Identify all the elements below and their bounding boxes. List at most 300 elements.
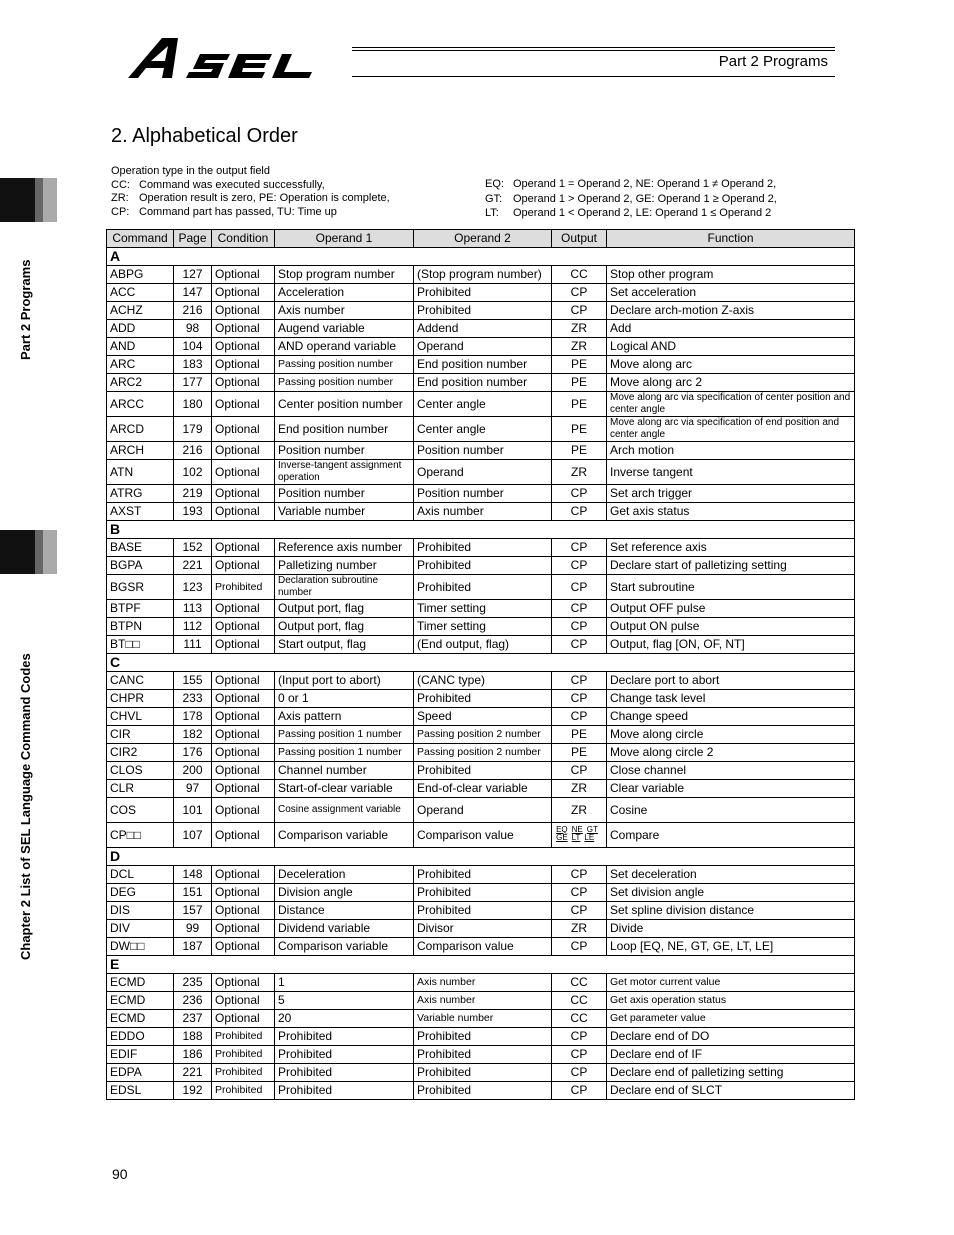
table-cell: Prohibited bbox=[414, 884, 552, 902]
table-cell: Output ON pulse bbox=[607, 618, 855, 636]
table-cell: Center angle bbox=[414, 417, 552, 442]
table-cell: Prohibited bbox=[212, 1082, 275, 1100]
table-row bbox=[107, 902, 855, 920]
table-row bbox=[107, 374, 855, 392]
table-cell: ECMD bbox=[107, 1010, 174, 1028]
table-cell: Operand bbox=[414, 338, 552, 356]
table-cell: Dividend variable bbox=[275, 920, 414, 938]
table-cell: Center position number bbox=[275, 392, 414, 417]
table-cell: CHVL bbox=[107, 708, 174, 726]
table-cell: CP bbox=[552, 938, 607, 956]
table-cell: ZR bbox=[552, 320, 607, 338]
table-cell: 237 bbox=[174, 1010, 212, 1028]
table-cell: CP bbox=[552, 636, 607, 654]
table-row bbox=[107, 392, 855, 417]
table-cell: Set spline division distance bbox=[607, 902, 855, 920]
table-cell: 233 bbox=[174, 690, 212, 708]
table-cell: 236 bbox=[174, 992, 212, 1010]
table-cell: Passing position number bbox=[275, 374, 414, 392]
table-cell: CP bbox=[552, 902, 607, 920]
table-cell: Close channel bbox=[607, 762, 855, 780]
table-cell: CP bbox=[552, 708, 607, 726]
table-cell: DW□□ bbox=[107, 938, 174, 956]
table-cell: Distance bbox=[275, 902, 414, 920]
table-cell: 186 bbox=[174, 1046, 212, 1064]
table-cell: Optional bbox=[212, 539, 275, 557]
table-cell: ECMD bbox=[107, 992, 174, 1010]
table-cell: Axis number bbox=[414, 503, 552, 521]
col-header: Function bbox=[607, 230, 855, 248]
table-cell: Optional bbox=[212, 762, 275, 780]
table-cell: Axis number bbox=[275, 302, 414, 320]
table-cell: Inverse-tangent assignment operation bbox=[275, 460, 414, 485]
table-cell: CP bbox=[552, 539, 607, 557]
table-cell: CLR bbox=[107, 780, 174, 798]
table-row bbox=[107, 992, 855, 1010]
table-cell: Optional bbox=[212, 302, 275, 320]
table-cell: Optional bbox=[212, 557, 275, 575]
table-cell: Optional bbox=[212, 780, 275, 798]
table-cell: PE bbox=[552, 442, 607, 460]
table-cell: ZR bbox=[552, 798, 607, 823]
table-cell: Comparison variable bbox=[275, 823, 414, 848]
table-cell: Variable number bbox=[275, 503, 414, 521]
table-row bbox=[107, 575, 855, 600]
sidebar-text-upper: Part 2 Programs bbox=[18, 259, 33, 360]
section-row bbox=[107, 848, 855, 866]
table-cell: Declare end of palletizing setting bbox=[607, 1064, 855, 1082]
legend-right: EQ: Operand 1 = Operand 2, NE: Operand 1 ≠ Operand 2, GT: Operand 1 > Operand 2, GE: Operand 1 ≥ Operand 2, LT: Operand 1 < Operand 2, LE: Operand 1 ≤ Operand 2 bbox=[485, 178, 777, 219]
table-cell: Start-of-clear variable bbox=[275, 780, 414, 798]
table-cell: Change speed bbox=[607, 708, 855, 726]
table-cell: ACC bbox=[107, 284, 174, 302]
table-cell: PE bbox=[552, 744, 607, 762]
table-cell: 200 bbox=[174, 762, 212, 780]
table-cell: 193 bbox=[174, 503, 212, 521]
table-cell: Speed bbox=[414, 708, 552, 726]
section-letter: C bbox=[107, 654, 855, 672]
table-row bbox=[107, 938, 855, 956]
table-cell: CP bbox=[552, 575, 607, 600]
table-cell: Set deceleration bbox=[607, 866, 855, 884]
section-row bbox=[107, 248, 855, 266]
col-header: Operand 2 bbox=[414, 230, 552, 248]
col-header: Condition bbox=[212, 230, 275, 248]
table-cell: Optional bbox=[212, 708, 275, 726]
table-cell: 99 bbox=[174, 920, 212, 938]
table-cell: Cosine bbox=[607, 798, 855, 823]
table-cell: Acceleration bbox=[275, 284, 414, 302]
sidebar-tab-lower bbox=[0, 530, 57, 574]
table-cell: BGSR bbox=[107, 575, 174, 600]
table-cell: CP bbox=[552, 672, 607, 690]
table-cell: Comparison value bbox=[414, 823, 552, 848]
table-row bbox=[107, 503, 855, 521]
table-cell: Optional bbox=[212, 866, 275, 884]
table-cell: Get motor current value bbox=[607, 974, 855, 992]
table-cell: Optional bbox=[212, 600, 275, 618]
part-label: Part 2 Programs bbox=[718, 53, 828, 70]
table-cell: Logical AND bbox=[607, 338, 855, 356]
table-cell: 176 bbox=[174, 744, 212, 762]
table-cell: BTPF bbox=[107, 600, 174, 618]
table-cell: Prohibited bbox=[414, 284, 552, 302]
table-cell: Optional bbox=[212, 744, 275, 762]
col-header: Page bbox=[174, 230, 212, 248]
table-cell: Optional bbox=[212, 417, 275, 442]
table-cell: Augend variable bbox=[275, 320, 414, 338]
table-cell: Axis number bbox=[414, 974, 552, 992]
table-cell: Optional bbox=[212, 902, 275, 920]
table-cell: CIR2 bbox=[107, 744, 174, 762]
table-cell: Optional bbox=[212, 266, 275, 284]
table-cell: Prohibited bbox=[275, 1028, 414, 1046]
table-cell: 0 or 1 bbox=[275, 690, 414, 708]
table-cell: CP bbox=[552, 618, 607, 636]
table-cell: Channel number bbox=[275, 762, 414, 780]
table-cell: Prohibited bbox=[414, 866, 552, 884]
table-cell: 127 bbox=[174, 266, 212, 284]
table-cell: 5 bbox=[275, 992, 414, 1010]
table-cell: ADD bbox=[107, 320, 174, 338]
table-cell: Prohibited bbox=[275, 1046, 414, 1064]
table-cell: Move along arc bbox=[607, 356, 855, 374]
table-cell: CHPR bbox=[107, 690, 174, 708]
table-cell: Optional bbox=[212, 460, 275, 485]
table-cell: 235 bbox=[174, 974, 212, 992]
table-cell: 111 bbox=[174, 636, 212, 654]
page-title: 2. Alphabetical Order bbox=[111, 125, 298, 147]
table-cell: Prohibited bbox=[414, 575, 552, 600]
table-row bbox=[107, 338, 855, 356]
table-cell: Division angle bbox=[275, 884, 414, 902]
table-row bbox=[107, 539, 855, 557]
table-cell: End position number bbox=[414, 356, 552, 374]
table-cell: 216 bbox=[174, 302, 212, 320]
table-row bbox=[107, 460, 855, 485]
table-cell: Deceleration bbox=[275, 866, 414, 884]
table-cell: Optional bbox=[212, 503, 275, 521]
table-cell: Optional bbox=[212, 284, 275, 302]
table-cell: PE bbox=[552, 726, 607, 744]
table-cell: Comparison value bbox=[414, 938, 552, 956]
col-header: Operand 1 bbox=[275, 230, 414, 248]
table-cell: Declare end of DO bbox=[607, 1028, 855, 1046]
table-cell: CP bbox=[552, 302, 607, 320]
table-row bbox=[107, 284, 855, 302]
table-cell: CP bbox=[552, 1064, 607, 1082]
table-cell: 102 bbox=[174, 460, 212, 485]
section-row bbox=[107, 654, 855, 672]
table-cell: Optional bbox=[212, 974, 275, 992]
table-cell: 192 bbox=[174, 1082, 212, 1100]
table-cell: Stop other program bbox=[607, 266, 855, 284]
table-cell: 152 bbox=[174, 539, 212, 557]
table-cell: Optional bbox=[212, 442, 275, 460]
table-cell: EDSL bbox=[107, 1082, 174, 1100]
table-row bbox=[107, 762, 855, 780]
table-cell: EDIF bbox=[107, 1046, 174, 1064]
table-cell: Set reference axis bbox=[607, 539, 855, 557]
table-cell: Clear variable bbox=[607, 780, 855, 798]
table-cell: Declare end of IF bbox=[607, 1046, 855, 1064]
table-row bbox=[107, 726, 855, 744]
page-number: 90 bbox=[112, 1166, 128, 1182]
table-cell: COS bbox=[107, 798, 174, 823]
table-cell: Optional bbox=[212, 823, 275, 848]
table-cell: CC bbox=[552, 1010, 607, 1028]
table-row bbox=[107, 884, 855, 902]
asel-logo bbox=[126, 34, 348, 80]
table-cell: Set arch trigger bbox=[607, 485, 855, 503]
table-cell: CP bbox=[552, 762, 607, 780]
table-cell: DCL bbox=[107, 866, 174, 884]
table-cell: 216 bbox=[174, 442, 212, 460]
table-cell: CLOS bbox=[107, 762, 174, 780]
table-cell: Arch motion bbox=[607, 442, 855, 460]
table-cell: 101 bbox=[174, 798, 212, 823]
table-row bbox=[107, 302, 855, 320]
table-row bbox=[107, 356, 855, 374]
table-cell: Set acceleration bbox=[607, 284, 855, 302]
table-cell: Prohibited bbox=[414, 1064, 552, 1082]
table-cell: PE bbox=[552, 417, 607, 442]
table-row bbox=[107, 1028, 855, 1046]
table-cell: ARCC bbox=[107, 392, 174, 417]
table-cell: Axis number bbox=[414, 992, 552, 1010]
table-cell: ARC2 bbox=[107, 374, 174, 392]
table-cell: Optional bbox=[212, 884, 275, 902]
table-cell: 177 bbox=[174, 374, 212, 392]
table-cell: Optional bbox=[212, 992, 275, 1010]
table-cell: 123 bbox=[174, 575, 212, 600]
table-cell: ZR bbox=[552, 920, 607, 938]
table-cell: Optional bbox=[212, 636, 275, 654]
table-cell: Timer setting bbox=[414, 600, 552, 618]
table-cell: Declare start of palletizing setting bbox=[607, 557, 855, 575]
table-cell: BTPN bbox=[107, 618, 174, 636]
table-cell: EDDO bbox=[107, 1028, 174, 1046]
table-cell: ZR bbox=[552, 780, 607, 798]
table-cell: CP bbox=[552, 690, 607, 708]
table-cell: Output port, flag bbox=[275, 618, 414, 636]
table-cell: Position number bbox=[414, 485, 552, 503]
table-cell: DIV bbox=[107, 920, 174, 938]
table-cell: 107 bbox=[174, 823, 212, 848]
table-cell: 148 bbox=[174, 866, 212, 884]
table-cell: Optional bbox=[212, 1010, 275, 1028]
table-cell: Prohibited bbox=[212, 1046, 275, 1064]
section-letter: A bbox=[107, 248, 855, 266]
table-cell: AND bbox=[107, 338, 174, 356]
table-cell: Addend bbox=[414, 320, 552, 338]
table-cell: Prohibited bbox=[212, 575, 275, 600]
table-cell: Optional bbox=[212, 356, 275, 374]
table-cell: Declare end of SLCT bbox=[607, 1082, 855, 1100]
table-cell: Prohibited bbox=[414, 302, 552, 320]
table-cell: Get axis operation status bbox=[607, 992, 855, 1010]
table-cell: Operand bbox=[414, 460, 552, 485]
table-row bbox=[107, 744, 855, 762]
table-cell: Set division angle bbox=[607, 884, 855, 902]
table-cell: Position number bbox=[275, 485, 414, 503]
table-row bbox=[107, 974, 855, 992]
table-cell: Output OFF pulse bbox=[607, 600, 855, 618]
table-cell: EDPA bbox=[107, 1064, 174, 1082]
table-cell: (CANC type) bbox=[414, 672, 552, 690]
table-cell: Move along circle bbox=[607, 726, 855, 744]
command-table bbox=[106, 229, 855, 1100]
table-cell: Output, flag [ON, OF, NT] bbox=[607, 636, 855, 654]
table-cell: Optional bbox=[212, 485, 275, 503]
table-cell: Optional bbox=[212, 690, 275, 708]
table-cell: BT□□ bbox=[107, 636, 174, 654]
table-cell: Operand bbox=[414, 798, 552, 823]
table-cell: Passing position 2 number bbox=[414, 726, 552, 744]
table-row bbox=[107, 866, 855, 884]
table-header-row bbox=[107, 230, 855, 248]
table-row bbox=[107, 1010, 855, 1028]
table-row bbox=[107, 708, 855, 726]
table-cell: (End output, flag) bbox=[414, 636, 552, 654]
table-cell: ARC bbox=[107, 356, 174, 374]
table-row bbox=[107, 690, 855, 708]
table-cell: Optional bbox=[212, 392, 275, 417]
table-cell: CP bbox=[552, 284, 607, 302]
table-cell: ABPG bbox=[107, 266, 174, 284]
table-cell: ATN bbox=[107, 460, 174, 485]
table-cell: Prohibited bbox=[212, 1064, 275, 1082]
table-cell: PE bbox=[552, 374, 607, 392]
table-cell: Start subroutine bbox=[607, 575, 855, 600]
table-cell: Axis pattern bbox=[275, 708, 414, 726]
table-cell: CC bbox=[552, 992, 607, 1010]
table-cell: Move along arc via specification of end position and center angle bbox=[607, 417, 855, 442]
section-row bbox=[107, 956, 855, 974]
table-cell: Position number bbox=[275, 442, 414, 460]
table-cell: Passing position 1 number bbox=[275, 726, 414, 744]
table-cell: ARCH bbox=[107, 442, 174, 460]
table-cell: 219 bbox=[174, 485, 212, 503]
table-row bbox=[107, 618, 855, 636]
table-cell: 183 bbox=[174, 356, 212, 374]
table-cell: 104 bbox=[174, 338, 212, 356]
table-cell: CP bbox=[552, 1046, 607, 1064]
table-cell: CP bbox=[552, 503, 607, 521]
table-cell: Declare arch-motion Z-axis bbox=[607, 302, 855, 320]
table-cell: 188 bbox=[174, 1028, 212, 1046]
table-cell: 187 bbox=[174, 938, 212, 956]
table-cell: 20 bbox=[275, 1010, 414, 1028]
table-cell: (Stop program number) bbox=[414, 266, 552, 284]
table-cell: 97 bbox=[174, 780, 212, 798]
table-cell: 98 bbox=[174, 320, 212, 338]
table-cell: AXST bbox=[107, 503, 174, 521]
table-cell: Optional bbox=[212, 798, 275, 823]
table-row bbox=[107, 320, 855, 338]
table-cell: Prohibited bbox=[212, 1028, 275, 1046]
table-cell: Divide bbox=[607, 920, 855, 938]
table-cell: Cosine assignment variable bbox=[275, 798, 414, 823]
table-cell: CP□□ bbox=[107, 823, 174, 848]
table-cell: Position number bbox=[414, 442, 552, 460]
sidebar-tab-upper bbox=[0, 178, 57, 222]
table-cell: Divisor bbox=[414, 920, 552, 938]
table-cell: Move along arc 2 bbox=[607, 374, 855, 392]
table-cell: PE bbox=[552, 392, 607, 417]
table-cell: ATRG bbox=[107, 485, 174, 503]
table-row bbox=[107, 600, 855, 618]
table-cell: 1 bbox=[275, 974, 414, 992]
table-cell: End-of-clear variable bbox=[414, 780, 552, 798]
table-cell: Start output, flag bbox=[275, 636, 414, 654]
table-cell: Optional bbox=[212, 672, 275, 690]
table-cell: Optional bbox=[212, 726, 275, 744]
table-cell: CC bbox=[552, 974, 607, 992]
table-row bbox=[107, 485, 855, 503]
table-cell: Declare port to abort bbox=[607, 672, 855, 690]
table-cell: 221 bbox=[174, 557, 212, 575]
table-cell: 178 bbox=[174, 708, 212, 726]
table-cell: Declaration subroutine number bbox=[275, 575, 414, 600]
table-cell: Get parameter value bbox=[607, 1010, 855, 1028]
table-row bbox=[107, 823, 855, 848]
table-cell: Timer setting bbox=[414, 618, 552, 636]
section-letter: D bbox=[107, 848, 855, 866]
table-cell: Inverse tangent bbox=[607, 460, 855, 485]
table-cell: CP bbox=[552, 557, 607, 575]
table-cell: Prohibited bbox=[414, 539, 552, 557]
table-cell: DEG bbox=[107, 884, 174, 902]
table-cell: Prohibited bbox=[414, 1028, 552, 1046]
section-letter: E bbox=[107, 956, 855, 974]
table-cell: Get axis status bbox=[607, 503, 855, 521]
table-cell: BGPA bbox=[107, 557, 174, 575]
table-row bbox=[107, 266, 855, 284]
table-cell: 151 bbox=[174, 884, 212, 902]
table-cell: CIR bbox=[107, 726, 174, 744]
table-cell: Output port, flag bbox=[275, 600, 414, 618]
table-cell: 221 bbox=[174, 1064, 212, 1082]
compare-output-icon: EQ NE GT GE LT LE bbox=[552, 823, 607, 848]
table-cell: 155 bbox=[174, 672, 212, 690]
table-cell: Prohibited bbox=[275, 1064, 414, 1082]
table-cell: CP bbox=[552, 600, 607, 618]
table-cell: 179 bbox=[174, 417, 212, 442]
table-cell: 113 bbox=[174, 600, 212, 618]
section-letter: B bbox=[107, 521, 855, 539]
table-cell: Prohibited bbox=[275, 1082, 414, 1100]
table-cell: CP bbox=[552, 1028, 607, 1046]
table-cell: Reference axis number bbox=[275, 539, 414, 557]
table-cell: ECMD bbox=[107, 974, 174, 992]
table-cell: Prohibited bbox=[414, 557, 552, 575]
col-header: Command bbox=[107, 230, 174, 248]
table-cell: 147 bbox=[174, 284, 212, 302]
table-cell: Variable number bbox=[414, 1010, 552, 1028]
table-cell: CP bbox=[552, 1082, 607, 1100]
table-cell: BASE bbox=[107, 539, 174, 557]
table-row bbox=[107, 920, 855, 938]
table-row bbox=[107, 1082, 855, 1100]
sidebar-text-lower: Chapter 2 List of SEL Language Command Codes bbox=[18, 653, 33, 960]
table-cell: AND operand variable bbox=[275, 338, 414, 356]
table-cell: 112 bbox=[174, 618, 212, 636]
table-cell: Optional bbox=[212, 920, 275, 938]
table-row bbox=[107, 1046, 855, 1064]
table-row bbox=[107, 798, 855, 823]
table-cell: 180 bbox=[174, 392, 212, 417]
